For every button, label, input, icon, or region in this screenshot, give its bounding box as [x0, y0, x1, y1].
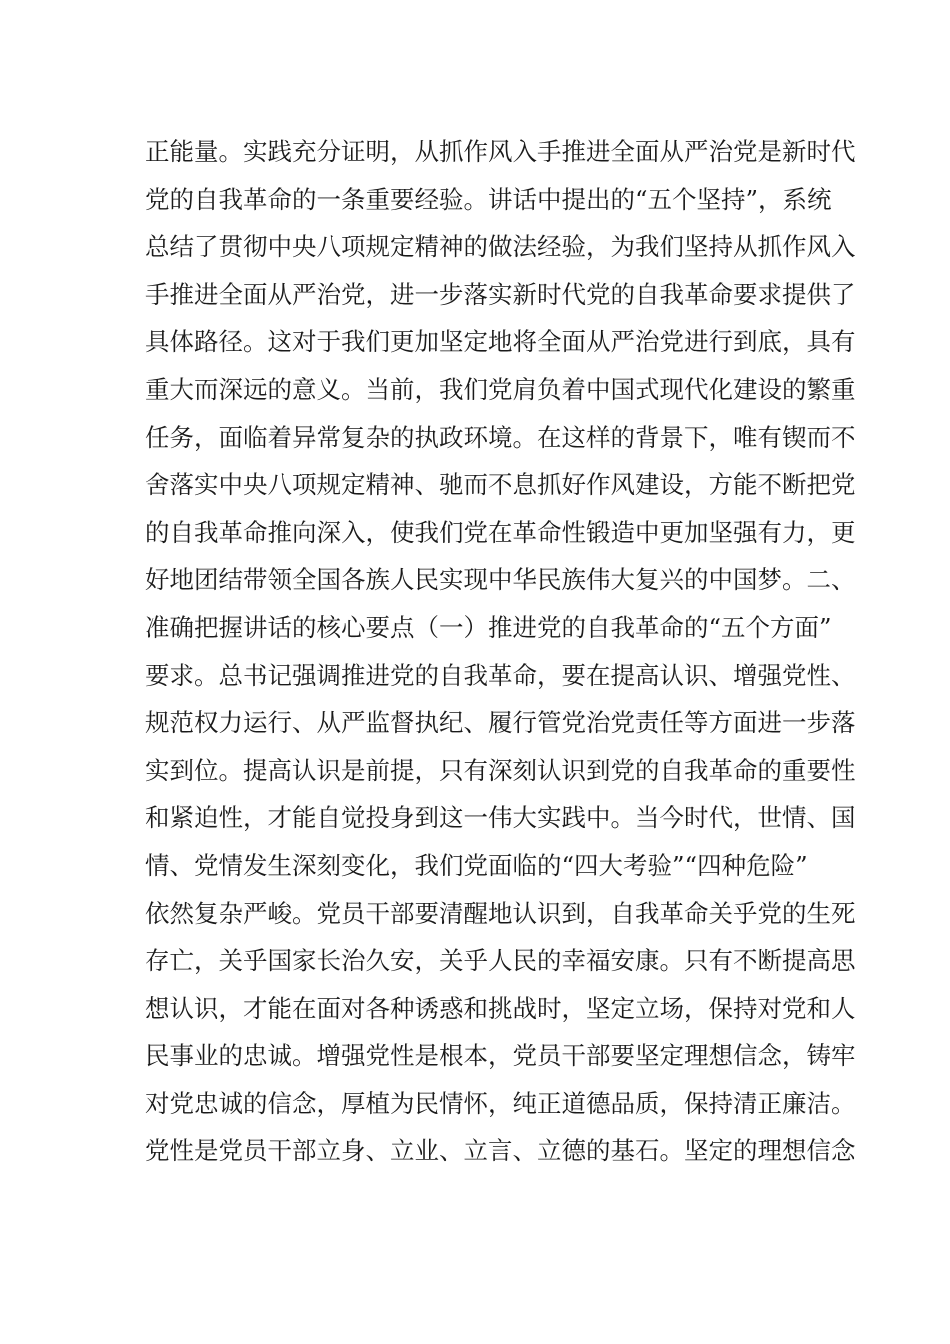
text-line: 正能量。实践充分证明，从抓作风入手推进全面从严治党是新时代 — [145, 137, 856, 166]
text-line: 重大而深远的意义。当前，我们党肩负着中国式现代化建设的繁重 — [145, 374, 856, 404]
text-line: 要求。总书记强调推进党的自我革命，要在提高认识、增强党性、 — [145, 660, 856, 690]
text-line: 任务，面临着异常复杂的执政环境。在这样的背景下，唯有锲而不 — [145, 422, 856, 452]
text-line: 手推进全面从严治党，进一步落实新时代党的自我革命要求提供了 — [145, 279, 856, 309]
text-line: 舍落实中央八项规定精神、驰而不息抓好作风建设，方能不断把党 — [145, 470, 856, 500]
text-line: 对党忠诚的信念，厚植为民情怀，纯正道德品质，保持清正廉洁。 — [145, 1088, 856, 1118]
text-line: 规范权力运行、从严监督执纪、履行管党治党责任等方面进一步落 — [145, 708, 856, 738]
text-line: 实到位。提高认识是前提，只有深刻认识到党的自我革命的重要性 — [145, 755, 856, 785]
text-line: 民事业的忠诚。增强党性是根本，党员干部要坚定理想信念，铸牢 — [145, 1041, 856, 1071]
text-line: 依然复杂严峻。党员干部要清醒地认识到，自我革命关乎党的生死 — [145, 898, 856, 928]
text-line: 具体路径。这对于我们更加坚定地将全面从严治党进行到底，具有 — [145, 327, 856, 357]
text-line: 党的自我革命的一条重要经验。讲话中提出的“五个坚持”，系统 — [145, 184, 832, 214]
text-line: 好地团结带领全国各族人民实现中华民族伟大复兴的中国梦。二、 — [145, 565, 856, 595]
text-line: 准确把握讲话的核心要点（一）推进党的自我革命的“五个方面” — [145, 612, 832, 642]
document-body — [145, 128, 856, 1175]
text-line: 和紧迫性，才能自觉投身到这一伟大实践中。当今时代，世情、国 — [145, 803, 856, 833]
text-line: 党性是党员干部立身、立业、立言、立德的基石。坚定的理想信念 — [145, 1136, 856, 1166]
text-line: 存亡，关乎国家长治久安，关乎人民的幸福安康。只有不断提高思 — [145, 946, 856, 976]
text-line: 想认识，才能在面对各种诱惑和挑战时，坚定立场，保持对党和人 — [145, 993, 856, 1023]
text-line: 情、党情发生深刻变化，我们党面临的“四大考验”“四种危险” — [145, 850, 808, 880]
text-line: 的自我革命推向深入，使我们党在革命性锻造中更加坚强有力，更 — [145, 517, 856, 547]
text-line: 总结了贯彻中央八项规定精神的做法经验，为我们坚持从抓作风入 — [145, 232, 856, 262]
